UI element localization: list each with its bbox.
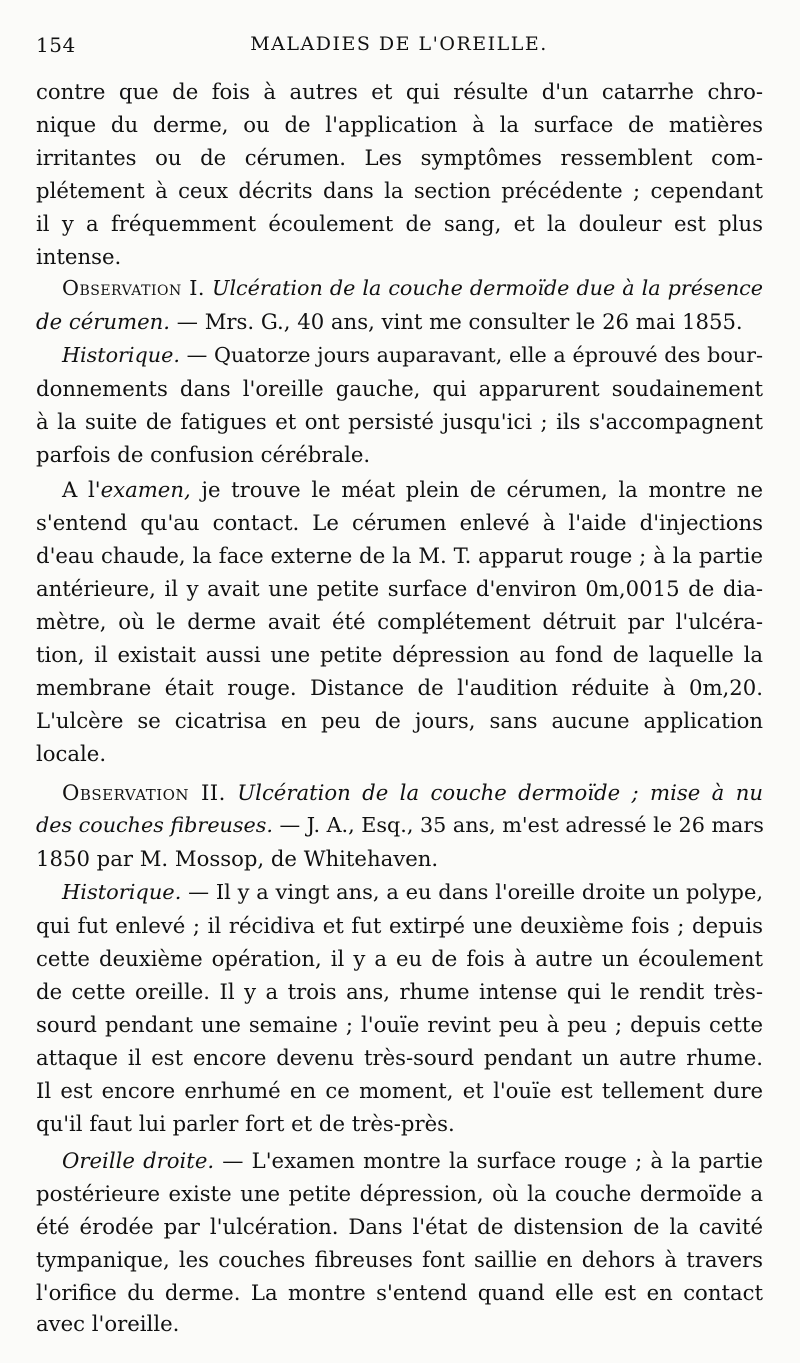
- text-line: locale.: [36, 741, 107, 766]
- text-line: intense.: [36, 244, 122, 269]
- section-label: examen,: [100, 477, 191, 502]
- text-line: [62, 473, 763, 506]
- text-line: [62, 1144, 763, 1177]
- text-line: avec l'oreille.: [36, 1311, 180, 1336]
- text-line: été érodée par l'ulcération. Dans l'état de distension de la cavité: [36, 1214, 763, 1239]
- text-line: contre que de fois à autres et qui résulte d'un catarrhe chro-: [36, 79, 763, 104]
- section-label: Historique.: [62, 880, 182, 904]
- text-line: il y a fréquemment écoulement de sang, et la douleur est plus: [36, 211, 763, 236]
- text-line: donnements dans l'oreille gauche, qui apparurent soudainement: [36, 376, 763, 401]
- observation-title: de cérumen.: [36, 309, 171, 334]
- running-title: MALADIES DE L'OREILLE.: [250, 33, 548, 55]
- text-line: attaque il est encore devenu très-sourd pendant un autre rhume.: [36, 1045, 763, 1070]
- observation-heading: [62, 272, 763, 305]
- text-line: nique du derme, ou de l'application à la surface de matières: [36, 112, 763, 137]
- observation-title: Ulcération de la couche dermoïde due à la présence: [204, 276, 763, 300]
- text-line: l'orifice du derme. La montre s'entend quand elle est en contact: [36, 1280, 763, 1305]
- text-line: cette deuxième opération, il y a eu de fois à autre un écoulement: [36, 946, 763, 971]
- text-line: postérieure existe une petite dépression, où la couche dermoïde a: [36, 1181, 763, 1206]
- text-line: plétement à ceux décrits dans la section précédente ; cependant: [36, 178, 763, 203]
- text-line: [62, 339, 763, 372]
- text-line: antérieure, il y avait une petite surface d'environ 0m,0015 de dia-: [36, 576, 763, 601]
- observation-patient: — J. A., Esq., 35 ans, m'est adressé le 26 mars: [272, 813, 764, 837]
- text-line: membrane était rouge. Distance de l'audition réduite à 0m,20.: [36, 675, 763, 700]
- text-line: tion, il existait aussi une petite dépression au fond de laquelle la: [36, 642, 763, 667]
- section-text: — Il y a vingt ans, a eu dans l'oreille droite un polype,: [181, 880, 763, 904]
- text-line: à la suite de fatigues et ont persisté jusqu'ici ; ils s'accompagnent: [36, 409, 763, 434]
- observation-title: Ulcération de la couche dermoïde ; mise à nu: [225, 780, 763, 805]
- section-text: je trouve le méat plein de cérumen, la montre ne: [190, 477, 763, 502]
- text-line: [36, 809, 763, 842]
- text-line: sourd pendant une semaine ; l'ouïe revint peu à peu ; depuis cette: [36, 1012, 763, 1037]
- section-text: A l': [62, 477, 101, 502]
- section-label: Oreille droite.: [62, 1148, 215, 1173]
- text-line: tympanique, les couches fibreuses font saillie en dehors à travers: [36, 1247, 763, 1272]
- section-text: — L'examen montre la surface rouge ; à la partie: [214, 1148, 763, 1173]
- text-line: irritantes ou de cérumen. Les symptômes ressemblent com-: [36, 145, 763, 170]
- text-line: Il est encore enrhumé en ce moment, et l'ouïe est tellement dure: [36, 1078, 763, 1103]
- section-text: — Quatorze jours auparavant, elle a éprouvé des bour-: [179, 343, 763, 367]
- text-line: 1850 par M. Mossop, de Whitehaven.: [36, 846, 439, 871]
- text-line: qui fut enlevé ; il récidiva et fut extirpé une deuxième fois ; depuis: [36, 913, 763, 938]
- text-line: [62, 876, 763, 909]
- observation-label: Observation II.: [62, 780, 226, 805]
- observation-patient: — Mrs. G., 40 ans, vint me consulter le 26 mai 1855.: [170, 309, 743, 334]
- text-line: [36, 305, 763, 338]
- text-line: de cette oreille. Il y a trois ans, rhume intense qui le rendit très-: [36, 979, 763, 1004]
- text-line: mètre, où le derme avait été complétement détruit par l'ulcéra-: [36, 609, 763, 634]
- observation-label: Observation I.: [62, 276, 205, 300]
- observation-heading: [62, 776, 763, 809]
- observation-title: des couches fibreuses.: [36, 813, 273, 837]
- page-header: [36, 33, 762, 63]
- text-line: L'ulcère se cicatrisa en peu de jours, sans aucune application: [36, 708, 763, 733]
- section-label: Historique.: [62, 343, 180, 367]
- text-line: parfois de confusion cérébrale.: [36, 442, 371, 467]
- text-line: d'eau chaude, la face externe de la M. T. apparut rouge ; à la partie: [36, 543, 763, 568]
- text-line: s'entend qu'au contact. Le cérumen enlevé à l'aide d'injections: [36, 510, 763, 535]
- text-line: qu'il faut lui parler fort et de très-près.: [36, 1111, 455, 1136]
- page-number: 154: [36, 33, 76, 57]
